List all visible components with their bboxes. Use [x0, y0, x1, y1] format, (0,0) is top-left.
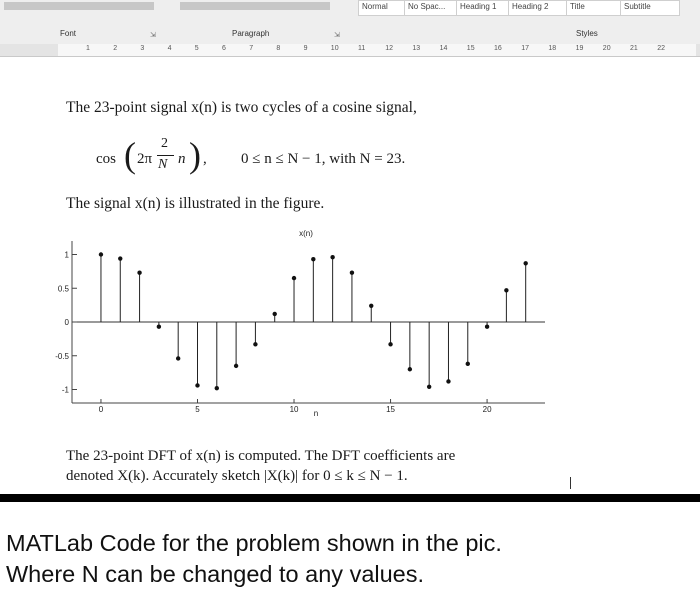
- y-tick-label: -1: [61, 385, 69, 395]
- dft-sentence-line1: The 23-point DFT of x(n) is computed. The DFT coefficients are: [66, 448, 456, 464]
- ruler-number: 20: [602, 45, 611, 52]
- ruler-number: 17: [521, 45, 529, 52]
- dft-sentence-line2: denoted X(k). Accurately sketch |X(k)| for 0 ≤ k ≤ N − 1.: [66, 468, 408, 484]
- ruler-number: 18: [548, 45, 557, 52]
- stem-marker: [311, 257, 315, 261]
- style-subtitle[interactable]: Subtitle: [620, 0, 680, 16]
- ruler-number: 6: [222, 45, 226, 52]
- stem-marker: [215, 386, 219, 390]
- stem-marker: [234, 364, 238, 368]
- stem-marker: [99, 252, 103, 256]
- x-tick-label: 20: [482, 405, 492, 414]
- ruler-number: 19: [575, 45, 584, 52]
- ruler-number: 8: [276, 45, 281, 52]
- x-tick-label: 10: [289, 405, 299, 414]
- stem-marker: [176, 356, 180, 360]
- stem-marker: [466, 362, 470, 366]
- paragraph-dialog-launcher-icon[interactable]: ⇲: [334, 32, 340, 39]
- stem-marker: [137, 271, 141, 275]
- stem-marker: [253, 342, 257, 346]
- eq-condition: 0 ≤ n ≤ N − 1, with N = 23.: [241, 151, 406, 167]
- ruler-number: 10: [330, 45, 339, 52]
- intro-sentence: The 23-point signal x(n) is two cycles of a cosine signal,: [66, 99, 417, 116]
- figure-sentence: The signal x(n) is illustrated in the figure.: [66, 195, 325, 212]
- ruler-number: 7: [249, 45, 254, 52]
- style-title[interactable]: Title: [566, 0, 626, 16]
- x-tick-label: 5: [195, 405, 200, 414]
- eq-comma: ,: [203, 151, 207, 167]
- style-heading2[interactable]: Heading 2: [508, 0, 572, 16]
- ruler-number: 1: [86, 45, 90, 52]
- stem-marker: [388, 342, 392, 346]
- eq-cos: cos: [96, 151, 116, 167]
- y-tick-label: 0.5: [57, 284, 69, 294]
- stem-marker: [446, 379, 450, 383]
- eq-two-pi: 2π: [137, 151, 153, 167]
- ruler-number: 2: [113, 45, 118, 52]
- font-dialog-launcher-icon[interactable]: ⇲: [150, 32, 156, 39]
- ruler-number: 13: [412, 45, 421, 52]
- document-page[interactable]: [0, 57, 700, 494]
- stem-marker: [369, 304, 373, 308]
- x-axis-label: n: [313, 409, 319, 418]
- ruler-number: 12: [385, 45, 393, 52]
- stem-marker: [292, 276, 296, 280]
- y-tick-label: 0: [64, 318, 69, 327]
- eq-right-paren: ): [189, 135, 201, 175]
- ruler-text-area: [58, 44, 696, 56]
- stem-marker: [485, 325, 489, 329]
- y-tick-label: -0.5: [55, 351, 69, 361]
- style-normal[interactable]: Normal: [358, 0, 410, 16]
- eq-fraction-bar: [157, 155, 174, 156]
- styles-group-label: Styles: [576, 29, 598, 38]
- stem-plot: [0, 225, 700, 425]
- ruler-number: 16: [494, 45, 502, 52]
- text-cursor: [570, 477, 571, 489]
- paragraph-tools-row[interactable]: [180, 2, 330, 10]
- ruler-number: 4: [167, 45, 172, 52]
- ruler-number: 14: [439, 45, 448, 52]
- ruler-number: 22: [657, 45, 665, 52]
- ruler-number: 9: [303, 45, 308, 52]
- eq-fraction-denominator: N: [158, 157, 168, 172]
- ruler-number: 5: [194, 45, 199, 52]
- ruler-number: 11: [358, 45, 366, 52]
- horizontal-ruler[interactable]: [0, 44, 700, 57]
- y-tick-label: 1: [64, 250, 69, 260]
- font-group-label: Font: [60, 29, 77, 38]
- x-tick-label: 0: [98, 405, 104, 414]
- stem-marker: [427, 385, 431, 389]
- eq-n: n: [178, 151, 186, 167]
- plot-title: x(n): [299, 229, 313, 238]
- ruler-number: 3: [140, 45, 145, 52]
- x-tick-label: 15: [386, 405, 396, 414]
- word-ribbon: [0, 0, 700, 45]
- stem-marker: [523, 261, 527, 265]
- stem-marker: [504, 288, 508, 292]
- caption-line2: Where N can be changed to any values.: [6, 561, 425, 587]
- question-caption: [0, 502, 700, 601]
- stem-marker: [350, 271, 354, 275]
- stem-marker: [118, 256, 122, 260]
- style-heading1[interactable]: Heading 1: [456, 0, 514, 16]
- stem-marker: [408, 367, 412, 371]
- stem-marker: [195, 383, 199, 387]
- font-tools-row[interactable]: [4, 2, 154, 10]
- ruler-number: 21: [630, 45, 638, 52]
- stem-marker: [273, 312, 277, 316]
- eq-left-paren: (: [124, 135, 136, 175]
- caption-line1: MATLab Code for the problem shown in the pic.: [6, 530, 502, 556]
- paragraph-group-label: Paragraph: [232, 29, 270, 38]
- stem-marker: [330, 255, 334, 259]
- eq-fraction-numerator: 2: [161, 136, 168, 151]
- stem-marker: [157, 325, 161, 329]
- ruler-number: 15: [466, 45, 475, 52]
- style-no-spacing[interactable]: No Spac...: [404, 0, 462, 16]
